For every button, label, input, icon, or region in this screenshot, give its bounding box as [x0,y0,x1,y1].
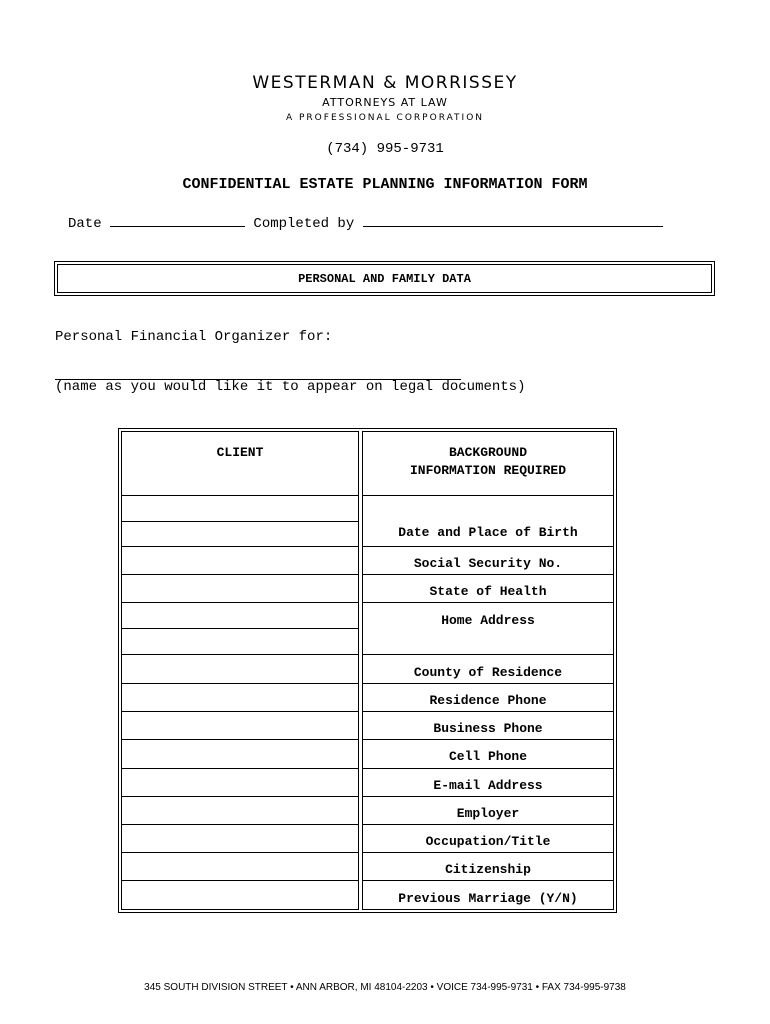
date-completed-line [68,212,663,232]
organizer-name-hint: (name as you would like it to appear on legal documents) [55,379,526,395]
field-home-address: Home Address [441,613,535,628]
completed-by-label: Completed by [253,216,355,232]
field-previous-marriage: Previous Marriage (Y/N) [398,891,578,906]
date-field[interactable] [110,212,245,227]
firm-subtitle: ATTORNEYS AT LAW [322,96,448,109]
field-county: County of Residence [413,665,563,680]
field-date-place-birth: Date and Place of Birth [398,525,578,540]
field-cell-phone: Cell Phone [448,749,527,764]
date-label: Date [68,216,102,232]
field-citizenship: Citizenship [445,862,531,877]
info-column [362,431,614,910]
field-ssn: Social Security No. [413,556,563,571]
completed-by-field[interactable] [363,212,663,227]
firm-corporation: A PROFESSIONAL CORPORATION [285,113,485,123]
info-header-line2: INFORMATION REQUIRED [409,463,567,478]
info-header-line1: BACKGROUND [448,445,527,460]
field-employer: Employer [456,806,520,821]
client-info-table [118,428,617,913]
section-title: PERSONAL AND FAMILY DATA [57,264,712,293]
organizer-label: Personal Financial Organizer for: [55,329,333,345]
footer-address: 345 SOUTH DIVISION STREET • ANN ARBOR, MI 48104-2203 • VOICE 734-995-9731 • FAX 734-995-9738 [144,982,626,993]
firm-phone: (734) 995-9731 [326,141,444,157]
client-header: CLIENT [216,445,264,460]
field-state-health: State of Health [429,584,547,599]
client-column [121,431,359,910]
field-email: E-mail Address [433,778,543,793]
section-header-box [54,261,715,296]
firm-name: WESTERMAN & MORRISSEY [252,73,518,93]
field-residence-phone: Residence Phone [429,693,547,708]
form-title: CONFIDENTIAL ESTATE PLANNING INFORMATION FORM [182,176,588,193]
field-occupation: Occupation/Title [425,834,551,849]
field-business-phone: Business Phone [433,721,543,736]
